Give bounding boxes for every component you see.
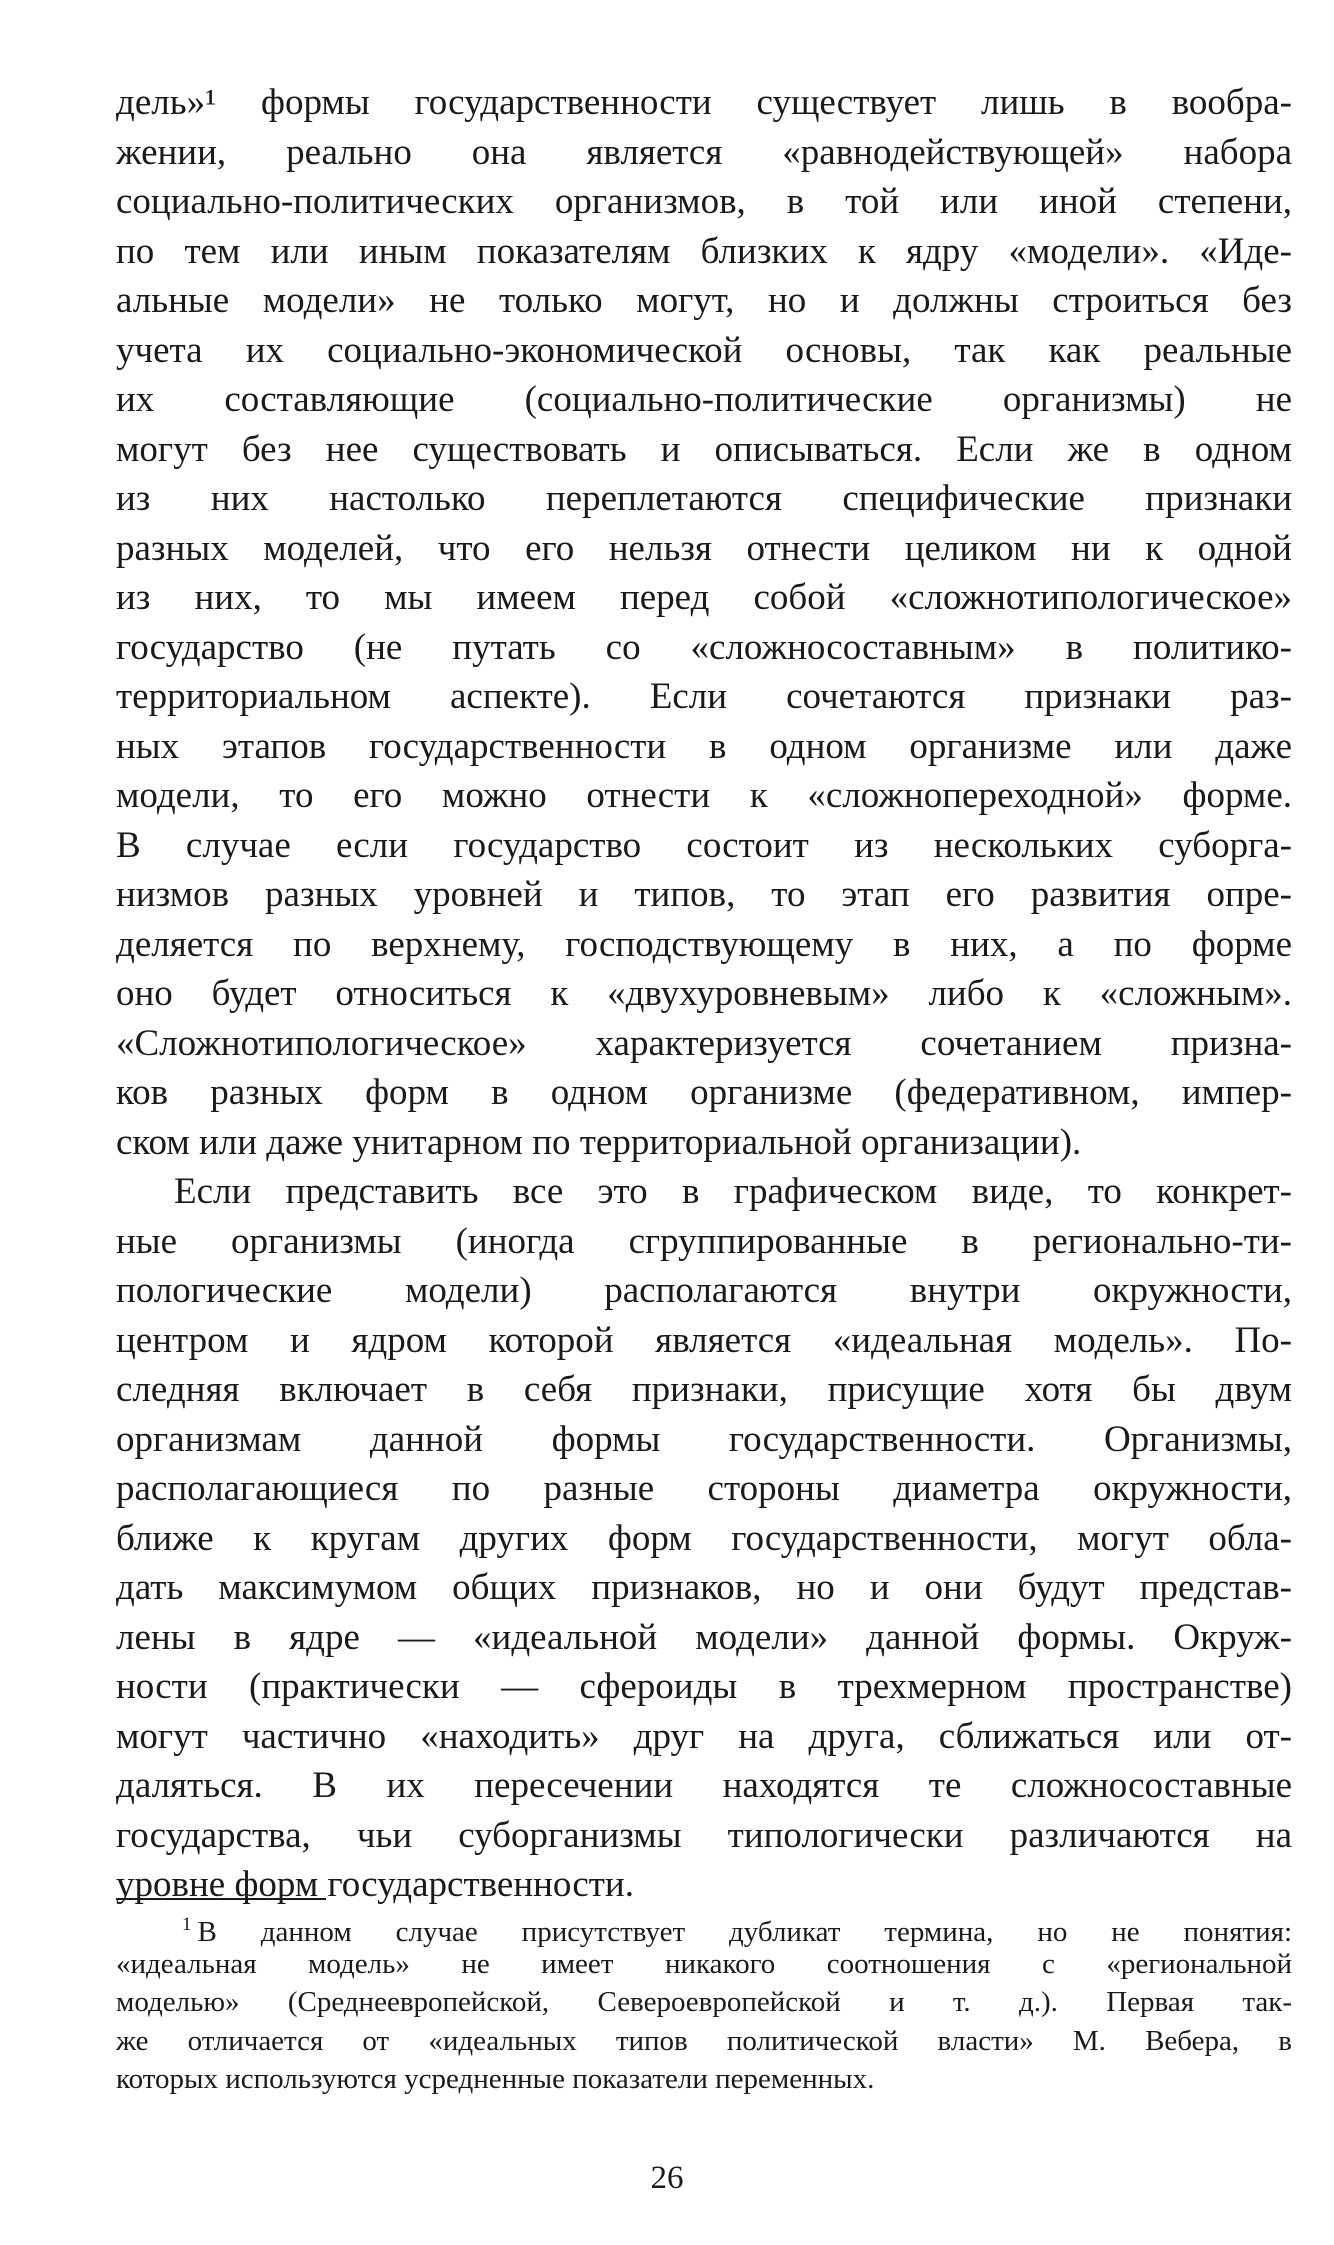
text-line: располагающиеся по разные стороны диаметра окружности, (116, 1468, 1292, 1509)
footnote-divider (116, 1898, 326, 1900)
text-line: ные организмы (иногда сгруппированные в регионально-ти- (116, 1220, 1292, 1262)
text-line: лены в ядре — «идеальной модели» данной формы. Окруж- (116, 1616, 1292, 1658)
text-line: ности (практически — сфероиды в трехмерном пространстве) (116, 1666, 1292, 1707)
text-line: уровне форм государственности. (116, 1864, 634, 1905)
footnote (116, 1906, 1292, 2099)
text-line: территориальном аспекте). Если сочетаются признаки раз- (116, 676, 1292, 717)
text-line: дель»¹ формы государственности существует лишь в вообра- (116, 82, 1292, 123)
text-line: из них, то мы имеем перед собой «сложнотипологическое» (116, 577, 1292, 618)
text-line: учета их социально-экономической основы, так как реальные (116, 329, 1292, 371)
footnote-line: же отличается от «идеальных типов политической власти» М. Вебера, в (116, 2024, 1292, 2057)
text-line: Если представить все это в графическом виде, то конкрет- (174, 1171, 1292, 1212)
text-line: ных этапов государственности в одном организме или даже (116, 725, 1292, 767)
text-line: «Сложнотипологическое» характеризуется сочетанием призна- (116, 1022, 1292, 1064)
text-line: деляется по верхнему, господствующему в них, а по форме (116, 923, 1292, 965)
text-line: даляться. В их пересечении находятся те сложносоставные (116, 1765, 1292, 1806)
footnote-line: моделью» (Среднеевропейской, Североевропейской и т. д.). Первая так- (116, 1986, 1292, 2018)
footnote-line: «идеальная модель» не имеет никакого соотношения с «региональной (116, 1947, 1292, 1980)
footnote-marker: 1 (182, 1914, 192, 1935)
footnote-text: В данном случае присутствует дубликат термина, но не понятия: (197, 1916, 1292, 1948)
text-line: пологические модели) располагаются внутри окружности, (116, 1270, 1292, 1311)
text-line: центром и ядром которой является «идеальная модель». По- (116, 1319, 1292, 1361)
text-line: по тем или иным показателям близких к ядру «модели». «Иде- (116, 230, 1292, 272)
text-line: могут частично «находить» друг на друга, сближаться или от- (116, 1715, 1292, 1757)
text-line: низмов разных уровней и типов, то этап его развития опре- (116, 874, 1292, 915)
text-line: государства, чьи суборганизмы типологически различаются на (116, 1814, 1292, 1856)
text-line: жении, реально она является «равнодействующей» набора (116, 131, 1292, 173)
footnote-line (116, 1906, 1292, 1948)
text-line: оно будет относиться к «двухуровневым» либо к «сложным». (116, 973, 1292, 1014)
text-line: могут без нее существовать и описываться. Если же в одном (116, 428, 1292, 470)
footnote-line: которых используются усредненные показатели переменных. (116, 2063, 875, 2095)
text-line: разных моделей, что его нельзя отнести целиком ни к одной (116, 527, 1292, 569)
page-number: 26 (650, 2160, 684, 2196)
text-line: следняя включает в себя признаки, присущие хотя бы двум (116, 1369, 1292, 1410)
text-line: из них настолько переплетаются специфические признаки (116, 478, 1292, 519)
text-line: модели, то его можно отнести к «сложнопереходной» форме. (116, 775, 1292, 816)
text-line: социально-политических организмов, в той или иной степени, (116, 181, 1292, 222)
text-line: их составляющие (социально-политические организмы) не (116, 379, 1292, 420)
text-line: ском или даже унитарном по территориальной организации). (116, 1121, 1082, 1163)
text-line: дать максимумом общих признаков, но и они будут представ- (116, 1567, 1292, 1608)
text-line: организмам данной формы государственности. Организмы, (116, 1418, 1292, 1460)
text-line: В случае если государство состоит из нескольких суборга- (116, 824, 1292, 866)
text-line: ков разных форм в одном организме (федеративном, импер- (116, 1072, 1292, 1113)
text-line: государство (не путать со «сложносоставным» в политико- (116, 626, 1292, 668)
main-text (116, 78, 1292, 1910)
paragraph-1 (116, 78, 1292, 1167)
text-line: ближе к кругам других форм государственности, могут обла- (116, 1517, 1292, 1559)
paragraph-2 (116, 1167, 1292, 1910)
text-line: альные модели» не только могут, но и должны строиться без (116, 280, 1292, 321)
